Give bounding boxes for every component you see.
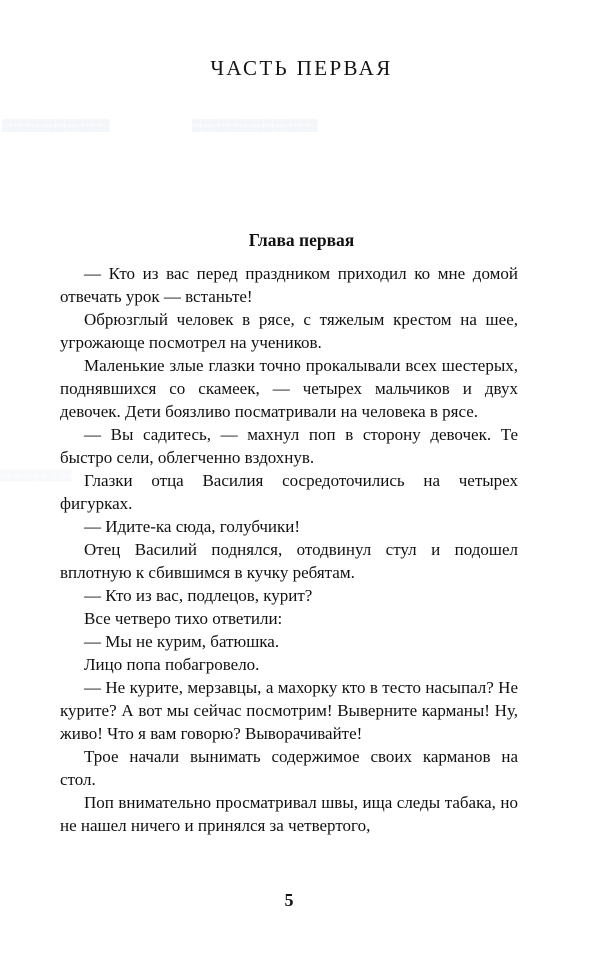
paragraph: Трое начали вынимать содержимое своих карманов на стол. <box>60 747 518 789</box>
bleed-through-text: ▒▒▒▒▒▒▒▒▒▒▒▒ <box>2 118 111 132</box>
paragraph: — Кто из вас, подлецов, курит? <box>84 586 313 605</box>
paragraph: Лицо попа побагровело. <box>84 655 260 674</box>
paragraph: Глазки отца Василия сосредоточились на четырех фигурках. <box>60 471 518 513</box>
paragraph: — Вы садитесь, — махнул поп в сторону девочек. Те быстро сели, облегченно вздохнув. <box>60 425 518 467</box>
page-number: 5 <box>284 890 294 910</box>
paragraph: Маленькие злые глазки точно прокалывали всех шестерых, поднявшихся со скамеек, — четырех мальчиков и двух девочек. Дети боязливо посматривали на человека в рясе. <box>60 356 518 421</box>
part-title: ЧАСТЬ ПЕРВАЯ <box>210 56 393 80</box>
paragraph: — Не курите, мерзавцы, а махорку кто в тесто насыпал? Не курите? А вот мы сейчас посмотрим! Выверните карманы! Ну, живо! Что я вам говорю? Выворачивайте! <box>60 678 518 743</box>
chapter-title: Глава первая <box>248 230 355 250</box>
bleed-through-text: ▒▒▒▒▒▒▒▒▒▒▒▒▒▒ <box>192 118 319 132</box>
paragraph: Все четверо тихо ответили: <box>84 609 283 628</box>
paragraph: Отец Василий поднялся, отодвинул стул и подошел вплотную к сбившимся в кучку ребятам. <box>60 540 518 582</box>
bleed-through-text: ▒▒▒▒▒▒▒▒ <box>0 468 73 482</box>
paragraph: Обрюзглый человек в рясе, с тяжелым крестом на шее, угрожающе посмотрел на учеников. <box>60 310 518 352</box>
paragraph: — Идите-ка сюда, голубчики! <box>84 517 301 536</box>
paragraph: Поп внимательно просматривал швы, ища следы табака, но не нашел ничего и принялся за четвертого, <box>60 793 518 835</box>
body-text <box>60 262 518 837</box>
paragraph: — Мы не курим, батюшка. <box>84 632 280 651</box>
paragraph: — Кто из вас перед праздником приходил ко мне домой отвечать урок — встаньте! <box>60 264 518 306</box>
